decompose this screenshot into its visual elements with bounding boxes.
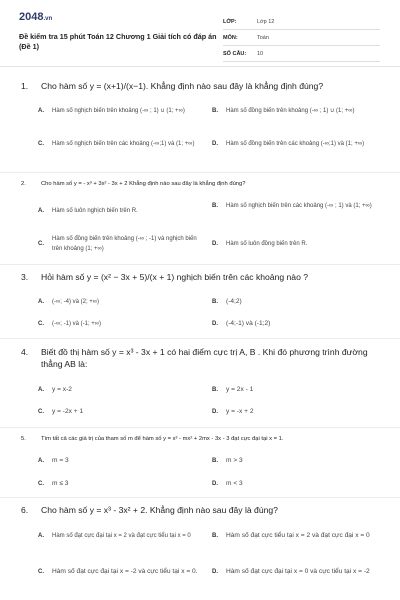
header-divider [0, 66, 400, 67]
question-text: Cho hàm số y = (x+1)/(x−1). Khẳng định nào sau đây là khẳng định đúng? [41, 81, 324, 91]
option-d[interactable] [212, 319, 377, 329]
page-header [0, 0, 400, 64]
option-text: Hàm số đạt cực đại tại x = -2 và cực tiểu tại x = 0. [52, 568, 198, 575]
option-d[interactable] [212, 407, 377, 417]
meta-row-count [223, 46, 380, 62]
question-number: 1. [21, 81, 29, 91]
meta-value: 10 [257, 50, 264, 57]
meta-value: Toán [257, 34, 269, 41]
option-letter: D. [212, 409, 218, 415]
option-text: y = -x + 2 [226, 408, 254, 415]
option-b[interactable] [212, 456, 377, 466]
option-letter: A. [38, 458, 44, 464]
option-letter: D. [212, 241, 218, 247]
logo-suffix: .vn [43, 16, 53, 22]
option-text: Hàm số đạt cực đại tại x = 0 và cực tiểu tại x = -2 [226, 568, 370, 575]
option-letter: D. [212, 321, 218, 327]
option-c[interactable] [38, 319, 198, 329]
option-letter: B. [212, 533, 218, 539]
option-a[interactable] [38, 206, 198, 216]
meta-row-class [223, 14, 380, 30]
question-divider [0, 427, 400, 428]
meta-key: MÔN: [223, 34, 238, 41]
option-a[interactable] [38, 297, 198, 307]
option-b[interactable] [212, 297, 377, 307]
question-head [21, 433, 381, 445]
question-text: Biết đồ thị hàm số y = x³ - 3x + 1 có hai điểm cực trị A, B . Khi đó phương trình đường thẳng AB là: [41, 347, 368, 369]
question-number: 6. [21, 505, 29, 515]
option-text: (-4;-1) và (-1;2) [226, 320, 271, 327]
question-number: 3. [21, 272, 29, 282]
option-text: Hàm số đạt cực đại tại x = 2 và đạt cực tiểu tại x = 0 [52, 533, 191, 539]
option-letter: C. [38, 141, 44, 147]
option-a[interactable] [38, 385, 198, 395]
option-b[interactable] [212, 201, 380, 211]
option-text: (-∞; -4) và (2; +∞) [52, 299, 100, 305]
option-letter: B. [212, 387, 218, 393]
question-head [21, 346, 381, 370]
option-letter: B. [212, 108, 218, 114]
option-text: (-∞; -1) và (-1; +∞) [52, 321, 102, 327]
option-letter: C. [38, 321, 44, 327]
question-divider [0, 172, 400, 173]
option-text: y = -2x + 1 [52, 408, 84, 415]
option-letter: C. [38, 481, 44, 487]
option-letter: A. [38, 108, 44, 114]
meta-value: Lớp 12 [257, 18, 275, 25]
meta-row-subject [223, 30, 380, 46]
question-head [21, 80, 381, 92]
option-c[interactable] [38, 479, 198, 489]
logo-text: 2048 [19, 11, 44, 23]
question-text: Hỏi hàm số y = (x² − 3x + 5)/(x + 1) nghịch biến trên các khoảng nào ? [41, 272, 309, 282]
question-text: Tìm tất cả các giá trị của tham số m để hàm số y = x³ - mx² + 2mx - 3x - 3 đạt cực đại tại x = 1. [41, 436, 284, 442]
option-text: m < 3 [226, 480, 243, 487]
option-a[interactable] [38, 531, 198, 541]
option-text: m ≤ 3 [52, 480, 69, 487]
question-number: 4. [21, 347, 29, 357]
question-number: 5. [21, 436, 26, 442]
option-text: y = x-2 [52, 386, 72, 393]
option-text: m > 3 [226, 457, 243, 464]
option-c[interactable] [38, 139, 198, 149]
option-letter: B. [212, 458, 218, 464]
question-divider [0, 264, 400, 265]
option-c[interactable] [38, 407, 198, 417]
option-d[interactable] [212, 479, 377, 489]
option-letter: D. [212, 481, 218, 487]
option-a[interactable] [38, 456, 198, 466]
option-d[interactable] [212, 567, 377, 577]
option-letter: A. [38, 299, 44, 305]
option-text: y = 2x - 1 [226, 386, 254, 393]
meta-key: LỚP: [223, 18, 237, 25]
option-letter: B. [212, 299, 218, 305]
option-text: Hàm số đồng biến trên khoảng (-∞ ; 1) ∪ (1; +∞) [226, 108, 355, 114]
question-number: 2. [21, 181, 26, 187]
option-letter: D. [212, 569, 218, 575]
option-text: Hàm số đạt cực tiểu tại x = 2 và đạt cực đại x = 0 [226, 532, 370, 539]
option-letter: A. [38, 533, 44, 539]
option-b[interactable] [212, 531, 377, 541]
question-head [21, 271, 381, 283]
option-a[interactable] [38, 106, 198, 116]
option-d[interactable] [212, 139, 377, 149]
option-text: Hàm số nghịch biến trên các khoảng (-∞;1) và (1; +∞) [52, 141, 195, 147]
option-letter: B. [212, 203, 218, 209]
option-c[interactable] [38, 567, 198, 577]
meta-key: SỐ CÂU: [223, 50, 247, 57]
question-divider [0, 338, 400, 339]
option-c[interactable] [38, 234, 198, 254]
option-letter: C. [38, 241, 44, 247]
option-letter: C. [38, 569, 44, 575]
option-text: (-4;2) [226, 298, 242, 305]
option-d[interactable] [212, 239, 380, 249]
question-divider [0, 497, 400, 498]
option-b[interactable] [212, 106, 377, 116]
option-text: Hàm số luôn nghịch biến trên R. [52, 208, 138, 214]
option-letter: A. [38, 387, 44, 393]
site-logo[interactable] [19, 11, 52, 23]
page-title: Đề kiểm tra 15 phút Toán 12 Chương 1 Giải tích có đáp án (Đề 1) [19, 32, 217, 51]
question-text: Cho hàm số y = - x³ + 3x² - 3x + 2 Khẳng định nào sau đây là khẳng định đúng? [41, 181, 246, 187]
question-text: Cho hàm số y = x³ - 3x² + 2. Khẳng định nào sau đây là đúng? [41, 505, 278, 515]
option-text: m = 3 [52, 457, 69, 464]
option-text: Hàm số đồng biến trên các khoảng (-∞;1) và (1; +∞) [226, 141, 365, 147]
option-text: Hàm số luôn đồng biến trên R. [226, 241, 308, 247]
option-letter: D. [212, 141, 218, 147]
option-text: Hàm số nghịch biến trên khoảng (-∞ ; 1) ∪ (1; +∞) [52, 108, 185, 114]
option-letter: C. [38, 409, 44, 415]
option-text: Hàm số nghịch biến trên các khoảng (-∞ ; 1) và (1; +∞) [226, 203, 372, 209]
meta-table [223, 14, 380, 62]
option-text: Hàm số đồng biến trên khoảng (-∞ ; -1) và nghịch biến trên khoảng (1; +∞) [52, 236, 197, 252]
question-head [21, 178, 381, 190]
question-head [21, 504, 381, 516]
option-b[interactable] [212, 385, 377, 395]
option-letter: A. [38, 208, 44, 214]
